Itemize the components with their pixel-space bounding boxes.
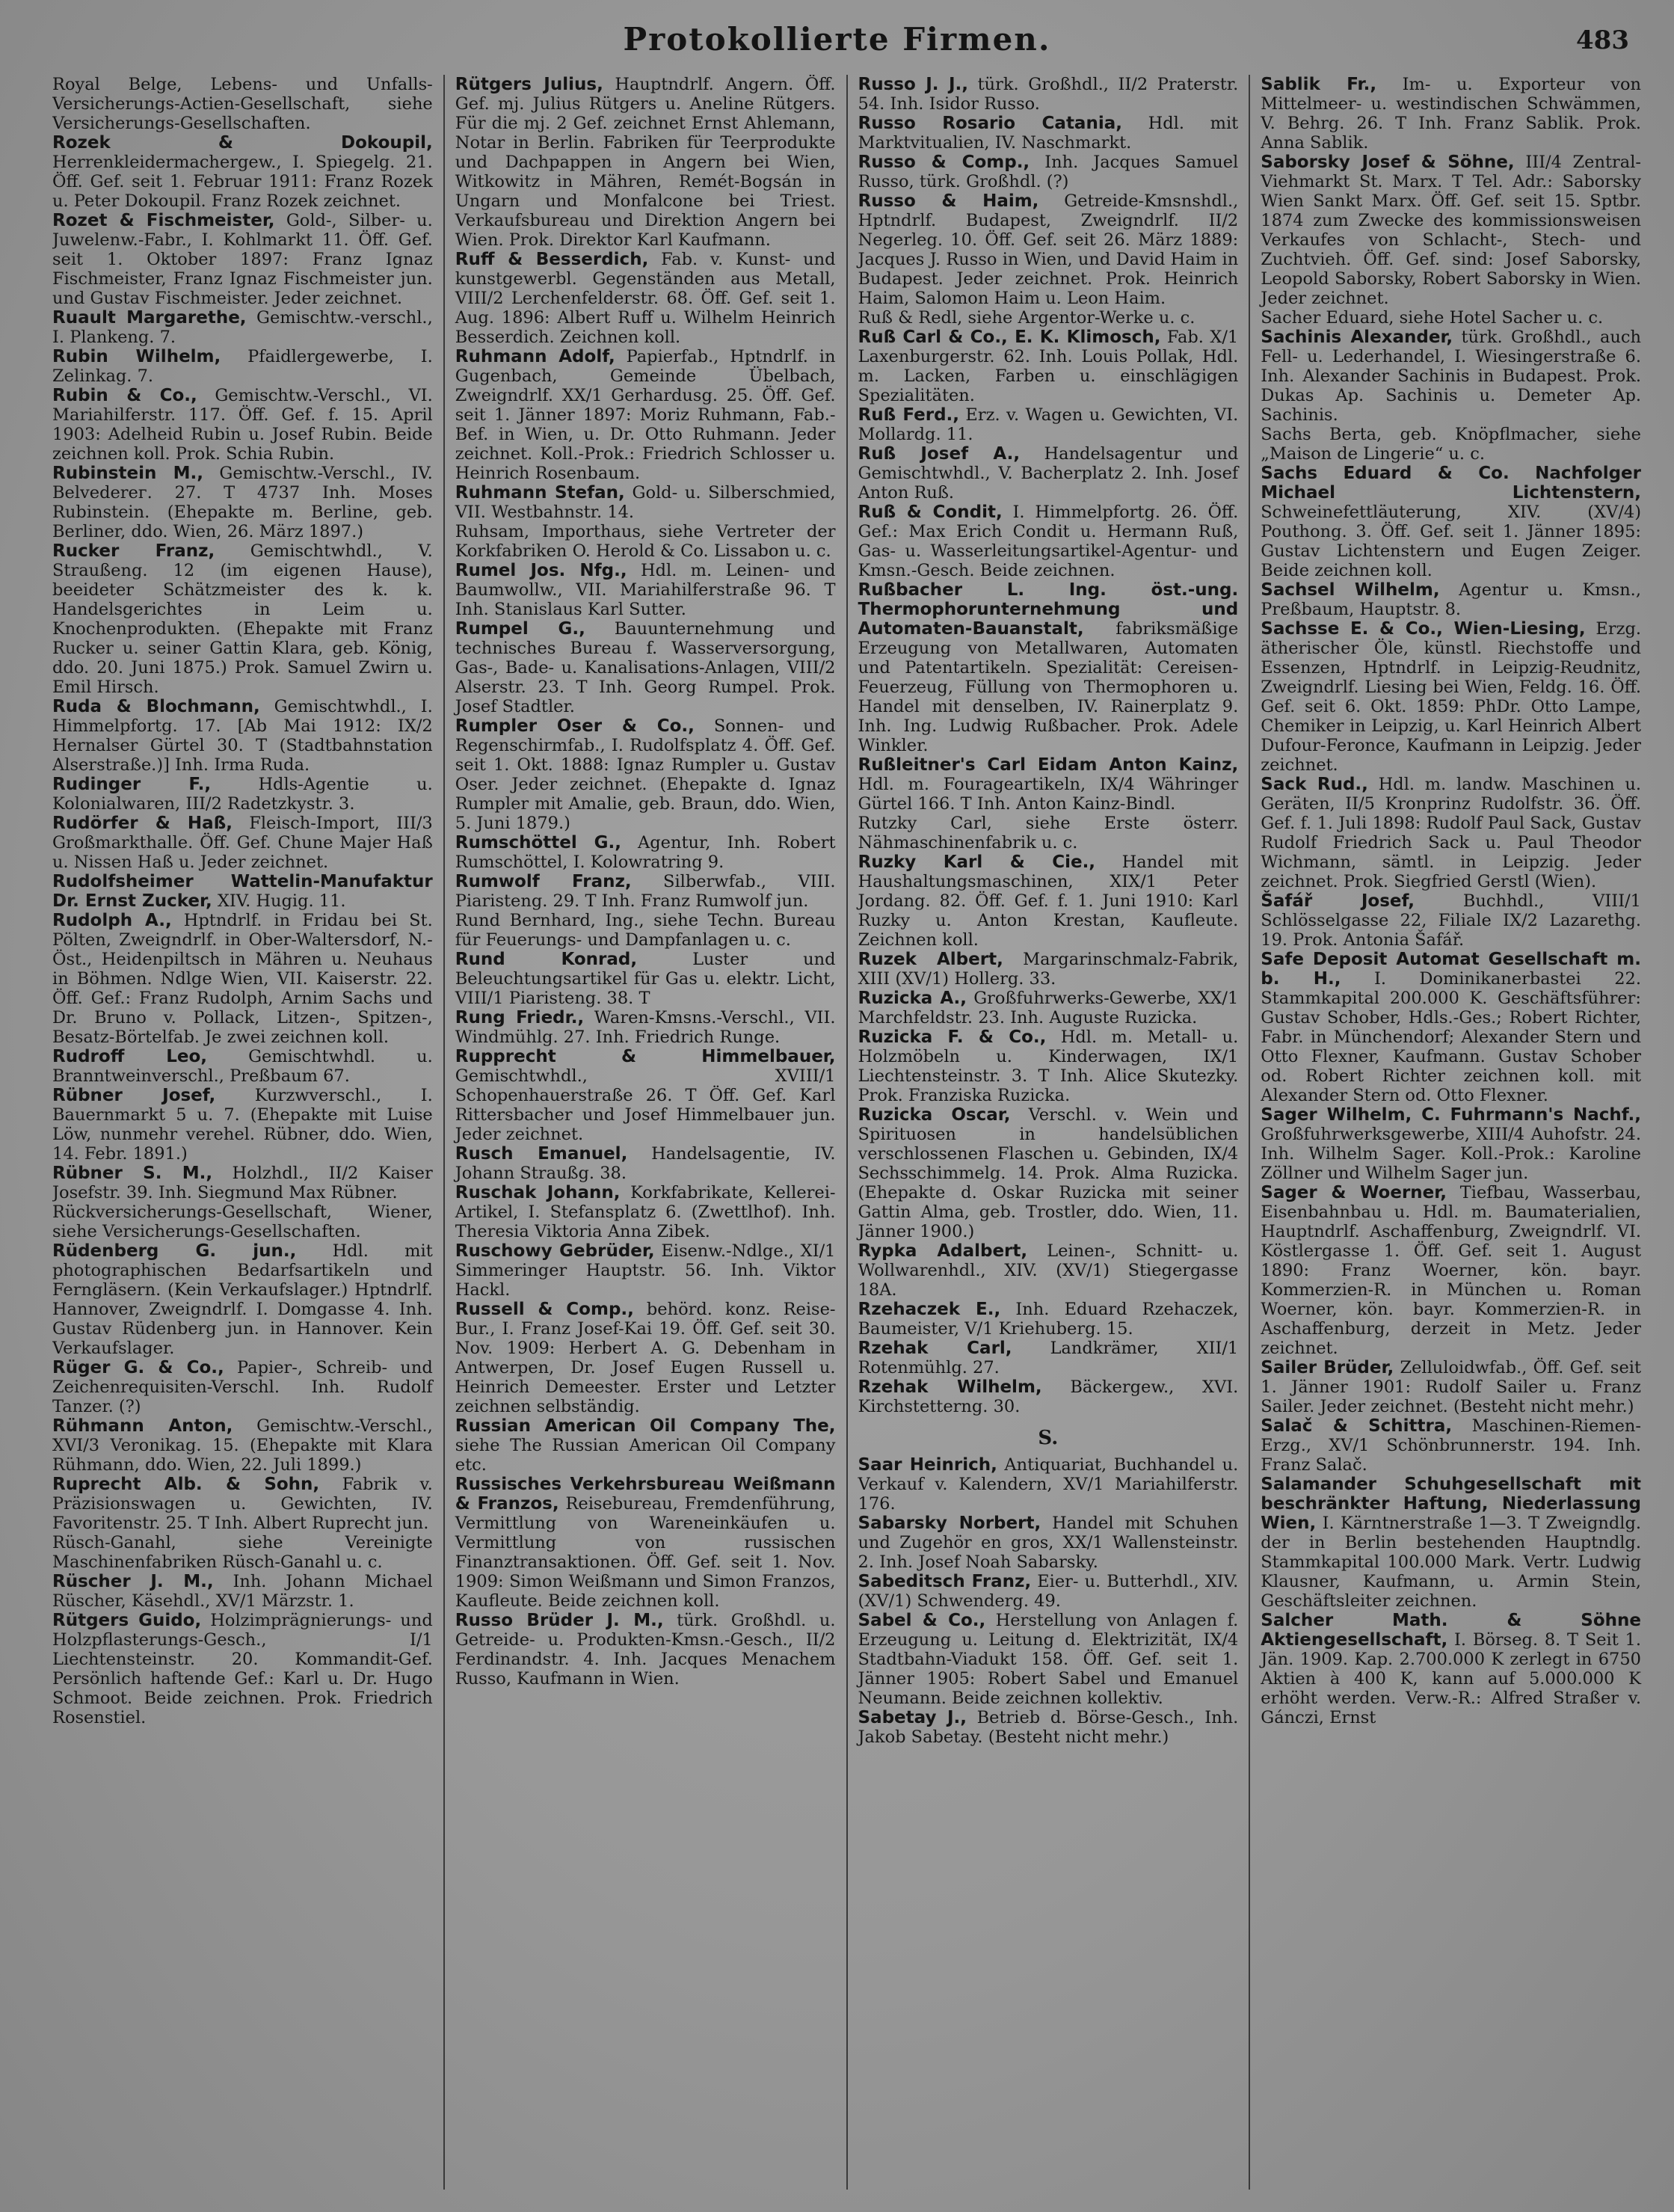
directory-entry [455, 1611, 836, 1689]
firm-name: Saborsky Josef & Söhne, [1261, 153, 1515, 172]
directory-entry [52, 872, 433, 911]
directory-entry [858, 950, 1239, 989]
firm-details: Sachs Berta, geb. Knöpflmacher, siehe „Maison de Lingerie“ u. c. [1261, 425, 1641, 464]
firm-name: Salcher Math. & Söhne Aktiengesellschaft, [1261, 1611, 1641, 1650]
firm-details: Kurzwverschl., I. Bauernmarkt 5 u. 7. (Ehepakte mit Luise Löw, nunmehr verehel. Rübner, ddo. Wien, 14. Febr. 1891.) [52, 1086, 433, 1164]
firm-name: Ruzicka A., [858, 989, 967, 1008]
directory-entry [858, 1105, 1239, 1241]
directory-entry [858, 191, 1239, 308]
directory-entry [52, 1572, 433, 1611]
firm-details: Hdl. m. Leinen- und Baumwollw., VII. Mariahilferstraße 96. T Inh. Stanislaus Karl Sutter. [455, 561, 836, 619]
firm-details: Betrieb d. Börse-Gesch., Inh. Jakob Sabetay. (Besteht nicht mehr.) [858, 1708, 1239, 1747]
directory-entry [52, 1533, 433, 1572]
firm-name: Sailer Brüder, [1261, 1358, 1394, 1377]
firm-name: Rübner S. M., [52, 1164, 213, 1183]
directory-entry [455, 872, 836, 911]
directory-entry [52, 133, 433, 211]
firm-name: Rütgers Julius, [455, 75, 603, 94]
firm-details: Sonnen- und Regenschirmfab., I. Rudolfsplatz 4. Öff. Gef. seit 1. Okt. 1888: Ignaz Rumpler u. Gustav Oser. Jeder zeichnet. (Ehepakte d. Ignaz Rumpler mit Amalie, geb. Braun, ddo. Wien, 5. Juni 1879.) [455, 716, 836, 833]
firm-details: Hdl. mit Marktvitualien, IV. Naschmarkt. [858, 114, 1239, 153]
firm-name: Rypka Adalbert, [858, 1241, 1028, 1261]
directory-entry [858, 580, 1239, 755]
firm-details: Rückversicherungs-Gesellschaft, Wiener, siehe Versicherungs-Gesellschaften. [52, 1202, 433, 1241]
firm-name: Ruhmann Stefan, [455, 483, 625, 503]
directory-entry [455, 911, 836, 950]
firm-name: Rubinstein M., [52, 464, 203, 483]
firm-details: Hdls-Agentie u. Kolonialwaren, III/2 Radetzkystr. 3. [52, 775, 433, 814]
firm-details: Fabrik v. Präzisionswagen u. Gewichten, IV. Favoritenstr. 25. T Inh. Albert Ruprecht jun. [52, 1475, 433, 1533]
firm-name: Ruhmann Adolf, [455, 347, 615, 366]
firm-name: Ruzicka Oscar, [858, 1105, 1011, 1125]
firm-details: Handelsagentie, IV. Johann Straußg. 38. [455, 1144, 836, 1183]
directory-entry [858, 1241, 1239, 1300]
directory-entry [455, 833, 836, 872]
firm-name: Ruzek Albert, [858, 950, 1003, 969]
firm-name: Rumpler Oser & Co., [455, 716, 695, 736]
directory-entry [858, 755, 1239, 814]
firm-name: Ruß & Condit, [858, 503, 1003, 522]
directory-entry [455, 483, 836, 522]
firm-name: Ruault Margarethe, [52, 308, 247, 328]
firm-details: Gemischtw.-verschl., I. Plankeng. 7. [52, 308, 433, 347]
directory-entry [455, 1241, 836, 1300]
directory-entry [1261, 425, 1641, 464]
directory-entry [455, 1047, 836, 1144]
directory-entry [1261, 75, 1641, 153]
firm-details: Reisebureau, Fremdenführung, Vermittlung von Wareneinkäufen u. Vermittlung von russischen Finanztransaktionen. Öff. Gef. seit 1. Nov. 1909: Simon Weißmann und Simon Franzos, Kaufleute. Beide zeichnen koll. [455, 1494, 836, 1611]
directory-entry [1261, 308, 1641, 328]
firm-name: Rumschöttel G., [455, 833, 621, 852]
directory-entry [1261, 1475, 1641, 1611]
firm-details: I. Börseg. 8. T Seit 1. Jän. 1909. Kap. 2.700.000 K zerlegt in 6750 Aktien à 400 K, kann auf 5.000.000 K erhöht werden. Verw.-R.: Alfred Straßer v. Gánczi, Ernst [1261, 1630, 1642, 1727]
directory-entry [858, 852, 1239, 950]
firm-details: türk. Großhdl., auch Fell- u. Lederhandel, I. Wiesingerstraße 6. Inh. Alexander Sachinis in Budapest. Prok. Dukas Ap. Sachinis u. Demeter Ap. Sachinis. [1261, 328, 1642, 425]
firm-name: Rozek & Dokoupil, [52, 133, 433, 153]
firm-details: siehe The Russian American Oil Company etc. [455, 1436, 836, 1475]
directory-entry [455, 716, 836, 833]
firm-name: Rudörfer & Haß, [52, 814, 233, 833]
firm-details: Hdl. mit photographischen Bedarfsartikeln und Ferngläsern. (Kein Verkaufslager.) Hptndrlf. Hannover, Zweigndrlf. I. Domgasse 4. Inh. Gustav Rüdenberg jun. in Hannover. Kein Verkaufslager. [52, 1241, 433, 1358]
directory-entry [858, 989, 1239, 1027]
firm-details: Rutzky Carl, siehe Erste österr. Nähmaschinenfabrik u. c. [858, 814, 1239, 852]
directory-entry [1261, 891, 1641, 950]
firm-details: Antiquariat, Buchhandel u. Verkauf v. Kalendern, XV/1 Mariahilferstr. 176. [858, 1455, 1239, 1514]
firm-details: Großfuhrwerksgewerbe, XIII/4 Auhofstr. 24. Inh. Wilhelm Sager. Koll.-Prok.: Karoline Zöllner und Wilhelm Sager jun. [1261, 1125, 1641, 1183]
firm-name: Šafář Josef, [1261, 891, 1415, 911]
firm-name: Rudroff Leo, [52, 1047, 208, 1066]
firm-details: Margarinschmalz-Fabrik, XIII (XV/1) Hollerg. 33. [858, 950, 1239, 989]
firm-name: Safe Deposit Automat Gesellschaft m. b. H., [1261, 950, 1641, 989]
directory-entry [52, 1202, 433, 1241]
directory-entry [52, 464, 433, 541]
firm-name: Rußbacher L. Ing. öst.-ung. Thermophorunternehmung und Automaten-Bauanstalt, [858, 580, 1239, 639]
firm-name: Sachsse E. & Co., Wien-Liesing, [1261, 619, 1586, 639]
directory-entry [52, 308, 433, 347]
directory-entry [52, 814, 433, 872]
directory-entry [52, 1241, 433, 1358]
firm-details: Korkfabrikate, Kellerei-Artikel, I. Stefansplatz 6. (Zwettlhof). Inh. Theresia Viktoria Anna Zibek. [455, 1183, 836, 1241]
firm-name: Rung Friedr., [455, 1008, 585, 1027]
firm-details: Holzimprägnierungs- und Holzpflasterungs-Gesch., I/1 Liechtensteinstr. 20. Kommandit-Gef. Persönlich haftende Gef.: Karl u. Dr. Hugo Schmoot. Beide zeichnen. Prok. Friedrich Rosenstiel. [52, 1611, 433, 1727]
firm-details: Hdl. m. landw. Maschinen u. Geräten, II/5 Kronprinz Rudolfstr. 36. Öff. Gef. f. 1. Juli 1898: Rudolf Paul Sack, Gustav Rudolf Friedrich Sack u. Paul Theodor Wichmann, sämtl. in Leipzig. Jeder zeichnet. Prok. Siegfried Gerstl (Wien). [1261, 775, 1642, 891]
directory-entry [858, 308, 1239, 328]
directory-entry [858, 114, 1239, 153]
directory-entry [1261, 950, 1641, 1105]
firm-name: Rzehak Wilhelm, [858, 1377, 1042, 1397]
firm-name: Russell & Comp., [455, 1300, 634, 1319]
directory-entry [52, 1416, 433, 1475]
directory-entry [858, 405, 1239, 444]
directory-entry [1261, 328, 1641, 425]
firm-details: Papierfab., Hptndrlf. in Gugenbach, Gemeinde Übelbach, Zweigndrlf. XX/1 Gerhardusg. 25. Öff. Gef. seit 1. Jänner 1897: Moriz Ruhmann, Fab.-Bef. in Wien, u. Dr. Otto Ruhmann. Jeder zeichnet. Koll.-Prok.: Friedrich Schlosser u. Heinrich Rosenbaum. [455, 347, 836, 483]
firm-details: Buchhdl., VIII/1 Schlösselgasse 22, Filiale IX/2 Lazarethg. 19. Prok. Antonia Šafář. [1261, 891, 1641, 950]
firm-details: Hdl. m. Metall- u. Holzmöbeln u. Kinderwagen, IX/1 Liechtensteinstr. 3. T Inh. Alice Skutezky. Prok. Franziska Ruzicka. [858, 1027, 1239, 1105]
firm-name: Russo & Comp., [858, 153, 1030, 172]
firm-name: Rzehak Carl, [858, 1339, 1012, 1358]
directory-entry [455, 1300, 836, 1416]
directory-entry [52, 697, 433, 775]
firm-name: Ruzky Karl & Cie., [858, 852, 1096, 872]
firm-details: Verschl. v. Wein und Spirituosen in handelsüblichen verschlossenen Flaschen u. Gebinden, IX/4 Sechsschimmelg. 14. Prok. Alma Ruzicka. (Ehepakte d. Oskar Ruzicka mit seiner Gattin Alma, geb. Trostler, ddo. Wien, 11. Jänner 1900.) [858, 1105, 1239, 1241]
firm-details: Eisenw.-Ndlge., XI/1 Simmeringer Hauptstr. 56. Inh. Viktor Hackl. [455, 1241, 836, 1300]
directory-entry [858, 1300, 1239, 1339]
firm-details: Herrenkleidermachergew., I. Spiegelg. 21. Öff. Gef. seit 1. Februar 1911: Franz Rozek u. Peter Dokoupil. Franz Rozek zeichnet. [52, 153, 433, 211]
firm-details: Erzg. ätherischer Öle, künstl. Riechstoffe und Essenzen, Hptndrlf. in Leipzig-Reudnitz, Zweigndrlf. Liesing bei Wien, Feldg. 16. Öff. Gef. seit 6. Okt. 1859: PhDr. Otto Lampe, Chemiker in Leipzig, u. Karl Heinrich Albert Dufour-Feronce, Kaufmann in Leipzig. Jeder zeichnet. [1261, 619, 1642, 775]
firm-name: Sabetay J., [858, 1708, 967, 1727]
firm-details: Handel mit Haushaltungsmaschinen, XIX/1 Peter Jordang. 82. Öff. Gef. f. 1. Juni 1910: Karl Ruzky u. Anton Krestan, Kaufleute. Zeichnen koll. [858, 852, 1239, 950]
firm-details: Rüsch-Ganahl, siehe Vereinigte Maschinenfabriken Rüsch-Ganahl u. c. [52, 1533, 433, 1572]
directory-entry [858, 444, 1239, 503]
directory-entry [1261, 1105, 1641, 1183]
firm-details: Royal Belge, Lebens- und Unfalls-Versicherungs-Actien-Gesellschaft, siehe Versicherungs-Gesellschaften. [52, 75, 433, 133]
firm-details: I. Dominikanerbastei 22. Stammkapital 200.000 K. Geschäftsführer: Gustav Schober, Hdls.-Ges.; Robert Richter, Fabr. in Münchendorf; Alexander Stern und Otto Flexner, Kaufmann. Gustav Schober od. Robert Richter zeichnen koll. mit Alexander Stern od. Otto Flexner. [1261, 969, 1641, 1105]
firm-details: Inh. Eduard Rzehaczek, Baumeister, V/1 Kriehuberg. 15. [858, 1300, 1239, 1339]
firm-name: Russo Brüder J. M., [455, 1611, 664, 1630]
firm-name: Russo Rosario Catania, [858, 114, 1122, 133]
firm-details: Gemischtw.-Verschl., IV. Belvederег. 27. T 4737 Inh. Moses Rubinstein. (Ehepakte m. Berline, geb. Berliner, ddo. Wien, 26. März 1897.) [52, 464, 433, 541]
firm-name: Rubin Wilhelm, [52, 347, 221, 366]
firm-details: Hptndrlf. in Fridau bei St. Pölten, Zweigndrlf. in Ober-Waltersdorf, N.-Öst., Heidenpiltsch in Mähren u. Neuhaus in Böhmen. Ndlge Wien, VII. Kaiserstr. 22. Öff. Gef.: Franz Rudolph, Arnim Sachs und Dr. Bruno v. Pollack, Litzen-, Spitzen-, Besatz-Börtelfab. Je zwei zeichnen koll. [52, 911, 433, 1047]
firm-name: Ruda & Blochmann, [52, 697, 260, 716]
firm-details: Großfuhrwerks-Gewerbe, XX/1 Marchfeldstr. 23. Inh. Auguste Ruzicka. [858, 989, 1239, 1027]
firm-details: Landkrämer, XII/1 Rotenmühlg. 27. [858, 1339, 1239, 1377]
firm-details: Hdl. m. Fourageartikeln, IX/4 Währinger Gürtel 166. T Inh. Anton Kainz-Bindl. [858, 775, 1239, 814]
firm-name: Rumel Jos. Nfg., [455, 561, 627, 580]
directory-entry [858, 153, 1239, 191]
firm-name: Rüger G. & Co., [52, 1358, 224, 1377]
firm-name: Rumwolf Franz, [455, 872, 632, 891]
firm-name: Sabel & Co., [858, 1611, 986, 1630]
directory-entry [858, 1455, 1239, 1514]
firm-details: Bauunternehmung und technisches Bureau f. Wasserversorgung, Gas-, Bade- u. Kanalisations-Anlagen, VIII/2 Alserstr. 23. T Inh. Georg Rumpel. Prok. Josef Stadtler. [455, 619, 836, 716]
firm-name: Sachsel Wilhelm, [1261, 580, 1440, 600]
firm-details: Getreide-Kmsnshdl., Hptndrlf. Budapest, Zweigndrlf. II/2 Negerleg. 10. Öff. Gef. seit 26. März 1889: Jacques J. Russo in Wien, und David Haim in Budapest. Jeder zeichnet. Prok. Heinrich Haim, Salomon Haim u. Leon Haim. [858, 191, 1239, 308]
column-1 [52, 75, 443, 2190]
firm-name: Ruß Ferd., [858, 405, 960, 425]
directory-entry [52, 1358, 433, 1416]
firm-details: Gold- u. Silberschmied, VII. Westbahnstr. 14. [455, 483, 836, 522]
firm-name: Saar Heinrich, [858, 1455, 997, 1475]
firm-name: Sager & Woerner, [1261, 1183, 1447, 1202]
firm-name: Rüscher J. M., [52, 1572, 214, 1591]
directory-entry [858, 1708, 1239, 1747]
directory-entry [858, 1611, 1239, 1708]
firm-name: Russian American Oil Company The, [455, 1416, 836, 1436]
firm-details: Papier-, Schreib- und Zeichenrequisiten-Verschl. Inh. Rudolf Tanzer. (?) [52, 1358, 433, 1416]
firm-details: behörd. konz. Reise-Bur., I. Franz Josef-Kai 19. Öff. Gef. seit 30. Nov. 1909: Herbert A. G. Debenham in Antwerpen, Dr. Josef Eugen Russell u. Heinrich Demeester. Erster und Letzter zeichnen selbständig. [455, 1300, 836, 1416]
directory-entry [52, 1047, 433, 1086]
firm-name: Rußleitner's Carl Eidam Anton Kainz, [858, 755, 1239, 775]
directory-entry [455, 75, 836, 250]
directory-entry [1261, 464, 1641, 580]
firm-name: Sachinis Alexander, [1261, 328, 1453, 347]
firm-name: Rudolph A., [52, 911, 172, 930]
firm-details: Handelsagentur und Gemischtwhdl., V. Bacherplatz 2. Inh. Josef Anton Ruß. [858, 444, 1239, 503]
directory-entry [455, 1416, 836, 1475]
directory-entry [1261, 153, 1641, 308]
column-3 [846, 75, 1249, 2190]
directory-entry [858, 503, 1239, 580]
firm-details: Zelluloidwfab., Öff. Gef. seit 1. Jänner 1901: Rudolf Sailer u. Franz Sailer. Jeder zeichnet. (Besteht nicht mehr.) [1261, 1358, 1642, 1416]
directory-entry [455, 1008, 836, 1047]
firm-details: Silberwfab., VIII. Piaristeng. 29. T Inh. Franz Rumwolf jun. [455, 872, 836, 911]
firm-details: Inh. Johann Michael Rüscher, Käsehdl., XV/1 Märzstr. 1. [52, 1572, 433, 1611]
firm-name: Rzehaczek E., [858, 1300, 1001, 1319]
directory-entry [52, 911, 433, 1047]
directory-entry [455, 619, 836, 716]
entry-columns [52, 75, 1652, 2190]
firm-name: Rucker Franz, [52, 541, 215, 561]
firm-name: Rühmann Anton, [52, 1416, 233, 1436]
firm-details: fabriksmäßige Erzeugung von Metallwaren, Automaten und Patentartikeln. Spezialität: Cereisen-Feuerzeug, Füllung von Thermophoren u. Handel mit denselben, IV. Rainerplatz 9. Inh. Ing. Ludwig Rußbacher. Prok. Adele Winkler. [858, 619, 1239, 755]
directory-entry [858, 1514, 1239, 1572]
firm-name: Rupprecht & Himmelbauer, [455, 1047, 836, 1066]
firm-details: Maschinen-Riemen-Erzg., XV/1 Schönbrunnerstr. 194. Inh. Franz Salač. [1261, 1416, 1642, 1475]
directory-entry [858, 1339, 1239, 1377]
firm-details: türk. Großhdl., II/2 Praterstr. 54. Inh. Isidor Russo. [858, 75, 1239, 114]
firm-name: Ruzicka F. & Co., [858, 1027, 1047, 1047]
firm-details: Hauptndrlf. Angern. Öff. Gef. mj. Julius Rütgers u. Aneline Rütgers. Für die mj. 2 Gef. zeichnet Ernst Ahlemann, Notar in Berlin. Fabriken für Teerprodukte und Dachpappen in Angern bei Wien, Witkowitz in Mähren, Remét-Bogsán in Ungarn und Monfalcone bei Triest. Verkaufsbureau und Direktion Angern bei Wien. Prok. Direktor Karl Kaufmann. [455, 75, 836, 250]
column-2 [443, 75, 846, 2190]
page-title: Protokollierte Firmen. [623, 21, 1051, 58]
firm-name: Salamander Schuhgesellschaft mit beschränkter Haftung, Niederlassung Wien, [1261, 1475, 1641, 1533]
directory-entry [1261, 619, 1641, 775]
firm-details: Agentur u. Kmsn., Preßbaum, Hauptstr. 8. [1261, 580, 1641, 619]
firm-name: Rübner Josef, [52, 1086, 216, 1105]
firm-details: Schweinefettläuterung, XIV. (XV/4) Pouthong. 3. Öff. Gef. seit 1. Jänner 1895: Gustav Lichtenstern und Eugen Zeiger. Beide zeichnen koll. [1261, 503, 1641, 580]
firm-name: Sablik Fr., [1261, 75, 1377, 94]
firm-details: Eier- u. Butterhdl., XIV. (XV/1) Schwenderg. 49. [858, 1572, 1239, 1611]
firm-name: Rudolfsheimer Wattelin-Manufaktur Dr. Ernst Zucker, [52, 872, 433, 911]
page-header [0, 21, 1674, 66]
directory-entry [455, 1144, 836, 1183]
firm-name: Rütgers Guido, [52, 1611, 202, 1630]
directory-entry [858, 1572, 1239, 1611]
directory-entry [455, 1183, 836, 1241]
directory-entry [455, 1475, 836, 1611]
firm-details: I. Himmelpfortg. 26. Öff. Gef.: Max Erich Condit u. Hermann Ruß, Gas- u. Wasserleitungsartikel-Agentur- und Kmsn.-Gesch. Beide zeichnen. [858, 503, 1239, 580]
firm-details: Gemischtw.-Verschl., XVI/3 Veronikag. 15. (Ehepakte mit Klara Rühmann, ddo. Wien, 22. Juli 1899.) [52, 1416, 433, 1475]
firm-details: Erz. v. Wagen u. Gewichten, VI. Mollardg. 11. [858, 405, 1239, 444]
firm-details: Handel mit Schuhen und Zugehör en gros, XX/1 Wallensteinstr. 2. Inh. Josef Noah Sabarsky. [858, 1514, 1239, 1572]
section-heading: S. [1038, 1427, 1059, 1449]
directory-entry [858, 75, 1239, 114]
firm-name: Ruschak Johann, [455, 1183, 621, 1202]
directory-entry [1261, 1183, 1641, 1358]
directory-entry [858, 1027, 1239, 1105]
directory-entry [1261, 1358, 1641, 1416]
firm-name: Salač & Schittra, [1261, 1416, 1453, 1436]
firm-details: I. Kärntnerstraße 1—3. T Zweigndlg. der in Berlin bestehenden Hauptndlg. Stammkapital 100.000 Mark. Vertr. Ludwig Klausner, Kaufmann, u. Armin Stein, Geschäftsleiter zeichnen. [1261, 1514, 1641, 1611]
firm-name: Sabeditsch Franz, [858, 1572, 1032, 1591]
firm-details: Pfaidlergewerbe, I. Zelinkag. 7. [52, 347, 433, 386]
firm-details: Inh. Jacques Samuel Russo, türk. Großhdl. (?) [858, 153, 1239, 191]
firm-name: Rund Konrad, [455, 950, 638, 969]
directory-entry [52, 775, 433, 814]
directory-entry [455, 522, 836, 561]
firm-details: Gemischtwhdl. u. Branntweinverschl., Preßbaum 67. [52, 1047, 433, 1086]
directory-entry [52, 541, 433, 697]
firm-details: Herstellung von Anlagen f. Erzeugung u. Leitung d. Elektrizität, IX/4 Stadtbahn-Viadukt 158. Öff. Gef. seit 1. Jänner 1905: Robert Sabel und Emanuel Neumann. Beide zeichnen kollektiv. [858, 1611, 1239, 1708]
firm-details: Gold-, Silber- u. Juwelenw.-Fabr., I. Kohlmarkt 11. Öff. Gef. seit 1. Oktober 1897: Franz Ignaz Fischmeister, Franz Ignaz Fischmeister jun. und Gustav Fischmeister. Jeder zeichnet. [52, 211, 433, 308]
directory-entry [455, 950, 836, 1008]
firm-name: Rubin & Co., [52, 386, 197, 405]
firm-details: III/4 Zentral-Viehmarkt St. Marx. T Tel. Adr.: Saborsky Wien Sankt Marx. Öff. Gef. seit 15. Sptbr. 1874 zum Zwecke des kommissionsweisen Verkaufes von Schlacht-, Stech- und Zuchtvieh. Öff. Gef. sind: Josef Saborsky, Leopold Saborsky, Robert Saborsky in Wien. Jeder zeichnet. [1261, 153, 1642, 308]
firm-name: Ruff & Besserdich, [455, 250, 649, 269]
directory-entry [455, 250, 836, 347]
firm-name: Rozet & Fischmeister, [52, 211, 275, 230]
column-4 [1249, 75, 1652, 2190]
firm-details: Fab. X/1 Laxenburgerstr. 62. Inh. Louis Pollak, Hdl. m. Lacken, Farben u. einschlägigen Spezialitäten. [858, 328, 1239, 405]
directory-entry [52, 386, 433, 464]
directory-entry [52, 347, 433, 386]
firm-details: Sacher Eduard, siehe Hotel Sacher u. c. [1261, 308, 1604, 328]
directory-entry [52, 211, 433, 308]
directory-entry [858, 814, 1239, 852]
firm-name: Rudinger F., [52, 775, 212, 794]
firm-details: Leinen-, Schnitt- u. Wollwarenhdl., XIV. (XV/1) Stiegergasse 18A. [858, 1241, 1239, 1300]
directory-entry [1261, 580, 1641, 619]
firm-details: Rund Bernhard, Ing., siehe Techn. Bureau für Feuerungs- und Dampfanlagen u. c. [455, 911, 836, 950]
directory-entry [858, 1377, 1239, 1416]
firm-details: Gemischtwhdl., V. Straußeng. 12 (im eigenen Hause), beeideter Schätzmeister des k. k. Handelsgerichtes in Leim u. Knochenprodukten. (Ehepakte mit Franz Rucker u. seiner Gattin Klara, geb. König, ddo. 20. Juni 1875.) Prok. Samuel Zwirn u. Emil Hirsch. [52, 541, 433, 697]
directory-entry [455, 347, 836, 483]
firm-details: XIV. Hugig. 11. [217, 891, 346, 911]
firm-name: Russisches Verkehrsbureau Weißmann & Franzos, [455, 1475, 836, 1514]
firm-details: Gemischtw.-Verschl., VI. Mariahilferstr. 117. Öff. Gef. f. 15. April 1903: Adelheid Rubin u. Josef Rubin. Beide zeichnen koll. Prok. Schia Rubin. [52, 386, 433, 464]
firm-name: Sack Rud., [1261, 775, 1368, 794]
directory-entry [52, 75, 433, 133]
directory-entry [52, 1086, 433, 1164]
firm-name: Ruß Carl & Co., E. K. Klimosch, [858, 328, 1161, 347]
directory-entry [52, 1475, 433, 1533]
firm-details: Im- u. Exporteur von Mittelmeer- u. westindischen Schwämmen, V. Behrg. 26. T Inh. Franz Sablik. Prok. Anna Sablik. [1261, 75, 1641, 153]
directory-entry [858, 328, 1239, 405]
firm-name: Russo J. J., [858, 75, 968, 94]
directory-entry [1261, 775, 1641, 891]
firm-details: Fab. v. Kunst- und kunstgewerbl. Gegenständen aus Metall, VIII/2 Lerchenfelderstr. 68. Öff. Gef. seit 1. Aug. 1896: Albert Ruff u. Wilhelm Heinrich Besserdich. Zeichnen koll. [455, 250, 836, 347]
directory-entry [1261, 1611, 1641, 1727]
firm-name: Russo & Haim, [858, 191, 1039, 211]
directory-entry [52, 1611, 433, 1727]
firm-details: Holzhdl., II/2 Kaiser Josefstr. 39. Inh. Siegmund Max Rübner. [52, 1164, 433, 1202]
firm-name: Sabarsky Norbert, [858, 1514, 1041, 1533]
firm-details: türk. Großhdl. u. Getreide- u. Produkten-Kmsn.-Gesch., II/2 Ferdinandstr. 4. Inh. Jacques Menachem Russo, Kaufmann in Wien. [455, 1611, 836, 1689]
firm-name: Ruprecht Alb. & Sohn, [52, 1475, 320, 1494]
firm-name: Ruß Josef A., [858, 444, 1021, 464]
firm-name: Rumpel G., [455, 619, 585, 639]
firm-details: Luster und Beleuchtungsartikel für Gas u. elektr. Licht, VIII/1 Piaristeng. 38. T [455, 950, 836, 1008]
firm-details: Ruhsam, Importhaus, siehe Vertreter der Korkfabriken O. Herold & Co. Lissabon u. c. [455, 522, 836, 561]
firm-name: Sager Wilhelm, C. Fuhrmann's Nachf., [1261, 1105, 1641, 1125]
firm-details: Gemischtwhdl., XVIII/1 Schopenhauerstraße 26. T Öff. Gef. Karl Rittersbacher und Josef Himmelbauer jun. Jeder zeichnet. [455, 1066, 836, 1144]
firm-details: Bäckergew., XVI. Kirchstetterng. 30. [858, 1377, 1239, 1416]
page-number: 483 [1576, 25, 1629, 55]
firm-name: Ruschowy Gebrüder, [455, 1241, 655, 1261]
firm-name: Rusch Emanuel, [455, 1144, 628, 1164]
firm-details: Waren-Kmsns.-Verschl., VII. Windmühlg. 27. Inh. Friedrich Runge. [455, 1008, 836, 1047]
firm-details: Tiefbau, Wasserbau, Eisenbahnbau u. Hdl. m. Baumaterialien, Hauptndrlf. Aschaffenburg, Zweigndrlf. VI. Köstlergasse 1. Öff. Gef. seit 1. August 1890: Franz Woerner, kön. bayr. Kommerzien-R. in München u. Roman Woerner, kön. bayr. Kommerzien-R. in Aschaffenburg, derzeit in Metz. Jeder zeichnet. [1261, 1183, 1642, 1358]
directory-entry [52, 1164, 433, 1202]
firm-details: Ruß & Redl, siehe Argentor-Werke u. c. [858, 308, 1196, 328]
directory-entry [455, 561, 836, 619]
firm-details: Agentur, Inh. Robert Rumschöttel, I. Kolowratring 9. [455, 833, 836, 872]
firm-details: Gemischtwhdl., I. Himmelpfortg. 17. [Ab Mai 1912: IX/2 Hernalser Gürtel 30. T (Stadtbahnstation Alserstraße.)] Inh. Irma Ruda. [52, 697, 433, 775]
firm-name: Sachs Eduard & Co. Nachfolger Michael Lichtenstern, [1261, 464, 1641, 503]
directory-entry [1261, 1416, 1641, 1475]
firm-name: Rüdenberg G. jun., [52, 1241, 297, 1261]
firm-details: Fleisch-Import, III/3 Großmarkthalle. Öff. Gef. Chune Majer Haß u. Nissen Haß u. Jeder zeichnet. [52, 814, 433, 872]
